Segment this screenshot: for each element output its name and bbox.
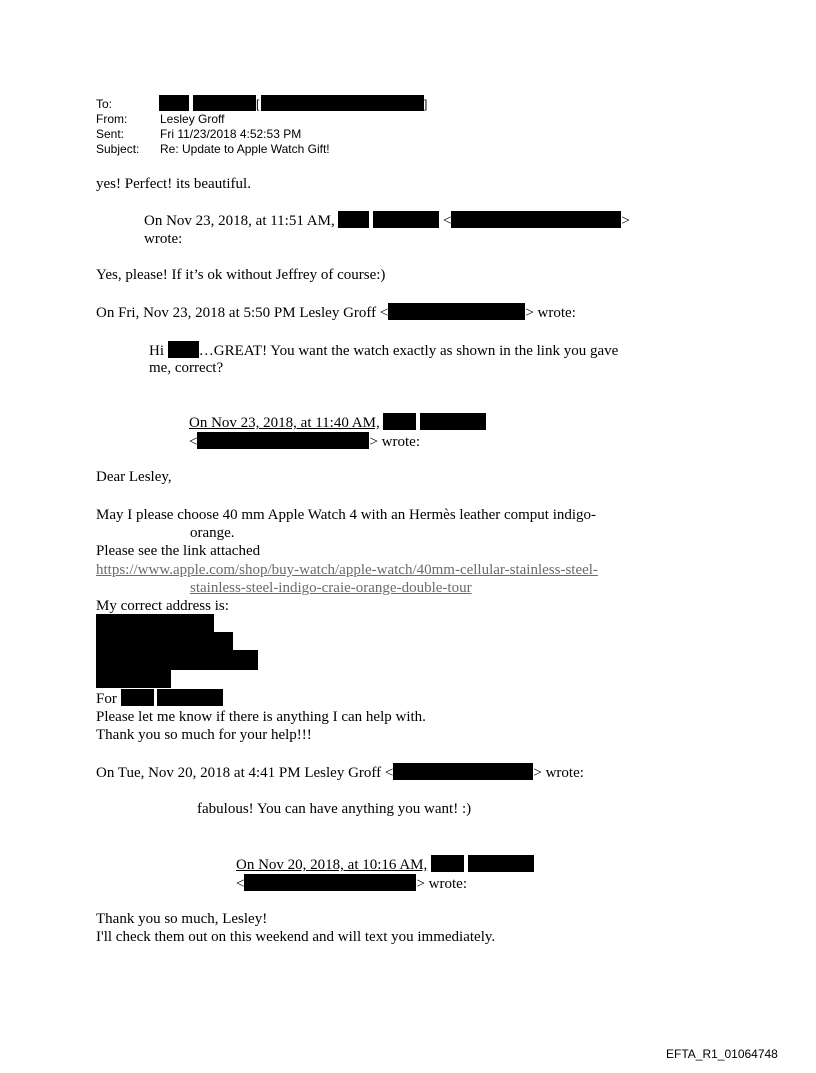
watch-link[interactable]: https://www.apple.com/shop/buy-watch/apple-watch/40mm-cellular-stainless-steel- <box>96 562 598 578</box>
quote-header-5-lt: < <box>236 876 245 892</box>
redaction-block <box>393 763 533 780</box>
address-label: My correct address is: <box>96 598 229 614</box>
message-line <box>149 341 618 360</box>
to-bracket-close: ] <box>424 97 428 111</box>
redaction-block <box>261 95 424 111</box>
message-line: Please see the link attached <box>96 543 261 559</box>
message-line: fabulous! You can have anything you want! :) <box>197 801 472 817</box>
watch-link-continued[interactable]: stainless-steel-indigo-craie-orange-double-tour <box>190 580 472 596</box>
redaction-block <box>420 413 486 430</box>
for-line <box>96 689 223 708</box>
subject-value: Re: Update to Apple Watch Gift! <box>160 142 330 156</box>
redaction-block <box>96 632 233 652</box>
quote-header-3 <box>189 413 486 432</box>
redaction-block <box>383 413 416 430</box>
redaction-block <box>197 432 369 449</box>
redaction-block <box>159 95 189 111</box>
quote-header-3-lt: < <box>189 434 198 450</box>
quote-header-4-prefix: On Tue, Nov 20, 2018 at 4:41 PM Lesley Groff < <box>96 765 394 781</box>
sent-label: Sent: <box>96 127 125 141</box>
quote-header-2-suffix: > wrote: <box>525 305 576 321</box>
subject-label: Subject: <box>96 142 140 156</box>
hi-prefix: Hi <box>149 343 164 359</box>
redaction-block <box>96 614 214 634</box>
sent-value: Fri 11/23/2018 4:52:53 PM <box>160 127 302 141</box>
quote-header-2-prefix: On Fri, Nov 23, 2018 at 5:50 PM Lesley Groff < <box>96 305 389 321</box>
greeting: Dear Lesley, <box>96 469 172 485</box>
redaction-block <box>373 211 439 228</box>
redaction-block <box>338 211 369 228</box>
quote-header-5-suffix: > wrote: <box>416 876 467 892</box>
redaction-block <box>451 211 621 228</box>
quote-header-3-line2 <box>189 432 420 451</box>
quote-header-1-wrote: wrote: <box>144 231 183 247</box>
message-line: orange. <box>190 525 235 541</box>
redaction-block <box>96 650 258 670</box>
quote-header-5-prefix: On Nov 20, 2018, at 10:16 AM, <box>236 857 428 873</box>
redaction-block <box>168 341 199 358</box>
message-line: Thank you so much, Lesley! <box>96 911 268 927</box>
message-line: Yes, please! If it’s ok without Jeffrey of course:) <box>96 267 386 283</box>
redaction-block <box>244 874 416 891</box>
redaction-block <box>121 689 154 706</box>
to-bracket-open: [ <box>256 97 260 111</box>
redaction-block <box>96 668 171 688</box>
from-label: From: <box>96 112 128 126</box>
quote-header-5 <box>236 855 534 874</box>
message-line: I'll check them out on this weekend and will text you immediately. <box>96 929 496 945</box>
message-line: Please let me know if there is anything I can help with. <box>96 709 426 725</box>
quote-header-4 <box>96 763 584 782</box>
to-label: To: <box>96 97 113 111</box>
quote-header-1-lt: < <box>442 213 452 229</box>
redaction-block <box>388 303 525 320</box>
quote-header-4-suffix: > wrote: <box>533 765 584 781</box>
bates-number: EFTA_R1_01064748 <box>666 1047 778 1061</box>
from-value: Lesley Groff <box>160 112 225 126</box>
reply-text: yes! Perfect! its beautiful. <box>96 176 251 192</box>
for-label: For <box>96 691 117 707</box>
quote-header-1-prefix: On Nov 23, 2018, at 11:51 AM, <box>144 213 335 229</box>
redaction-block <box>468 855 534 872</box>
hi-line-rest: …GREAT! You want the watch exactly as shown in the link you gave <box>198 343 619 359</box>
quote-header-1-gt: > <box>621 213 630 229</box>
redaction-block <box>193 95 256 111</box>
quote-header-2 <box>96 303 576 322</box>
quote-header-3-suffix: > wrote: <box>369 434 420 450</box>
redaction-block <box>157 689 223 706</box>
message-line: me, correct? <box>149 360 224 376</box>
quote-header-3-prefix: On Nov 23, 2018, at 11:40 AM, <box>189 415 380 431</box>
redaction-block <box>431 855 464 872</box>
message-line: May I please choose 40 mm Apple Watch 4 with an Hermès leather comput indigo- <box>96 507 597 523</box>
quote-header-5-line2 <box>236 874 467 893</box>
quote-header-1 <box>144 211 630 230</box>
message-line: Thank you so much for your help!!! <box>96 727 312 743</box>
